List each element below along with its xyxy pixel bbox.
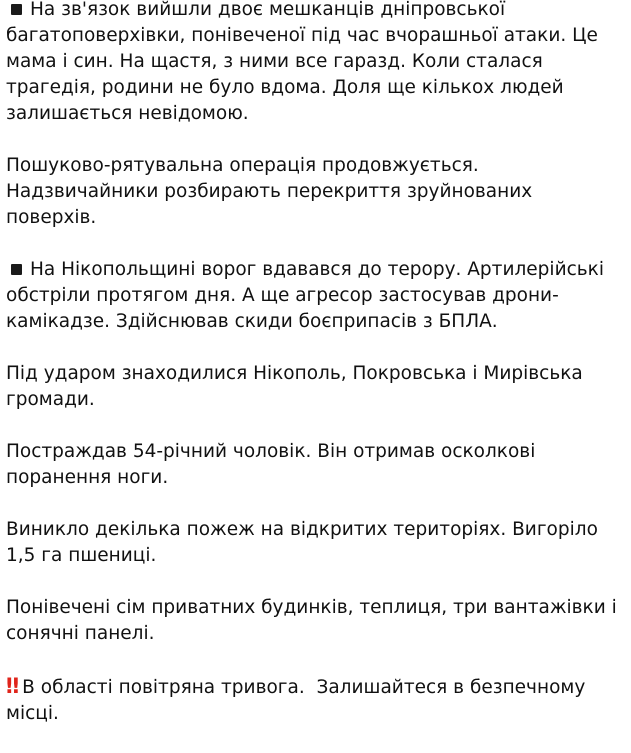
paragraph-fires <box>6 517 626 569</box>
paragraph-communities-hit <box>6 361 626 413</box>
paragraph-text: Постраждав 54-річний чоловік. Він отримав осколкові поранення ноги. <box>6 441 542 488</box>
paragraph-injured-man <box>6 439 626 491</box>
paragraph-text: Пошуково-рятувальна операція продовжується. Надзвичайники розбирають перекриття зруйнованих поверхів. <box>6 155 539 228</box>
paragraph-damage <box>6 595 626 647</box>
paragraph-air-alert <box>6 673 626 727</box>
black-square-icon <box>11 4 22 15</box>
paragraph-text: В області повітряна тривога. Залишайтеся в безпечному місці. <box>6 677 592 724</box>
paragraph-text: На зв'язок вийшли двоє мешканців дніпровської багатоповерхівки, понівеченої під час вчорашньої атаки. Це мама і син. На щастя, з ними все гаразд. Коли сталася трагедія, родини не було вдома. Доля ще кількох людей залишається невідомою. <box>6 0 604 124</box>
double-exclamation-icon: ‼ <box>6 674 17 698</box>
black-square-icon <box>11 264 22 275</box>
paragraph-dnipro-residents <box>6 0 626 127</box>
paragraph-nikopol-attacks <box>6 257 626 335</box>
paragraph-text: Виникло декілька пожеж на відкритих територіях. Вигоріло 1,5 га пшениці. <box>6 519 604 566</box>
paragraph-text: Під ударом знаходилися Нікополь, Покровська і Мирівська громади. <box>6 363 589 410</box>
paragraph-text: Понівечені сім приватних будинків, теплиця, три вантажівки і сонячні панелі. <box>6 597 623 644</box>
paragraph-rescue-operation <box>6 153 626 231</box>
message-text <box>6 0 626 753</box>
paragraph-text: На Нікопольщині ворог вдавався до терору. Артилерійські обстріли протягом дня. А ще агресор застосував дрони-камікадзе. Здійснював скиди боєприпасів з БПЛА. <box>6 259 610 332</box>
